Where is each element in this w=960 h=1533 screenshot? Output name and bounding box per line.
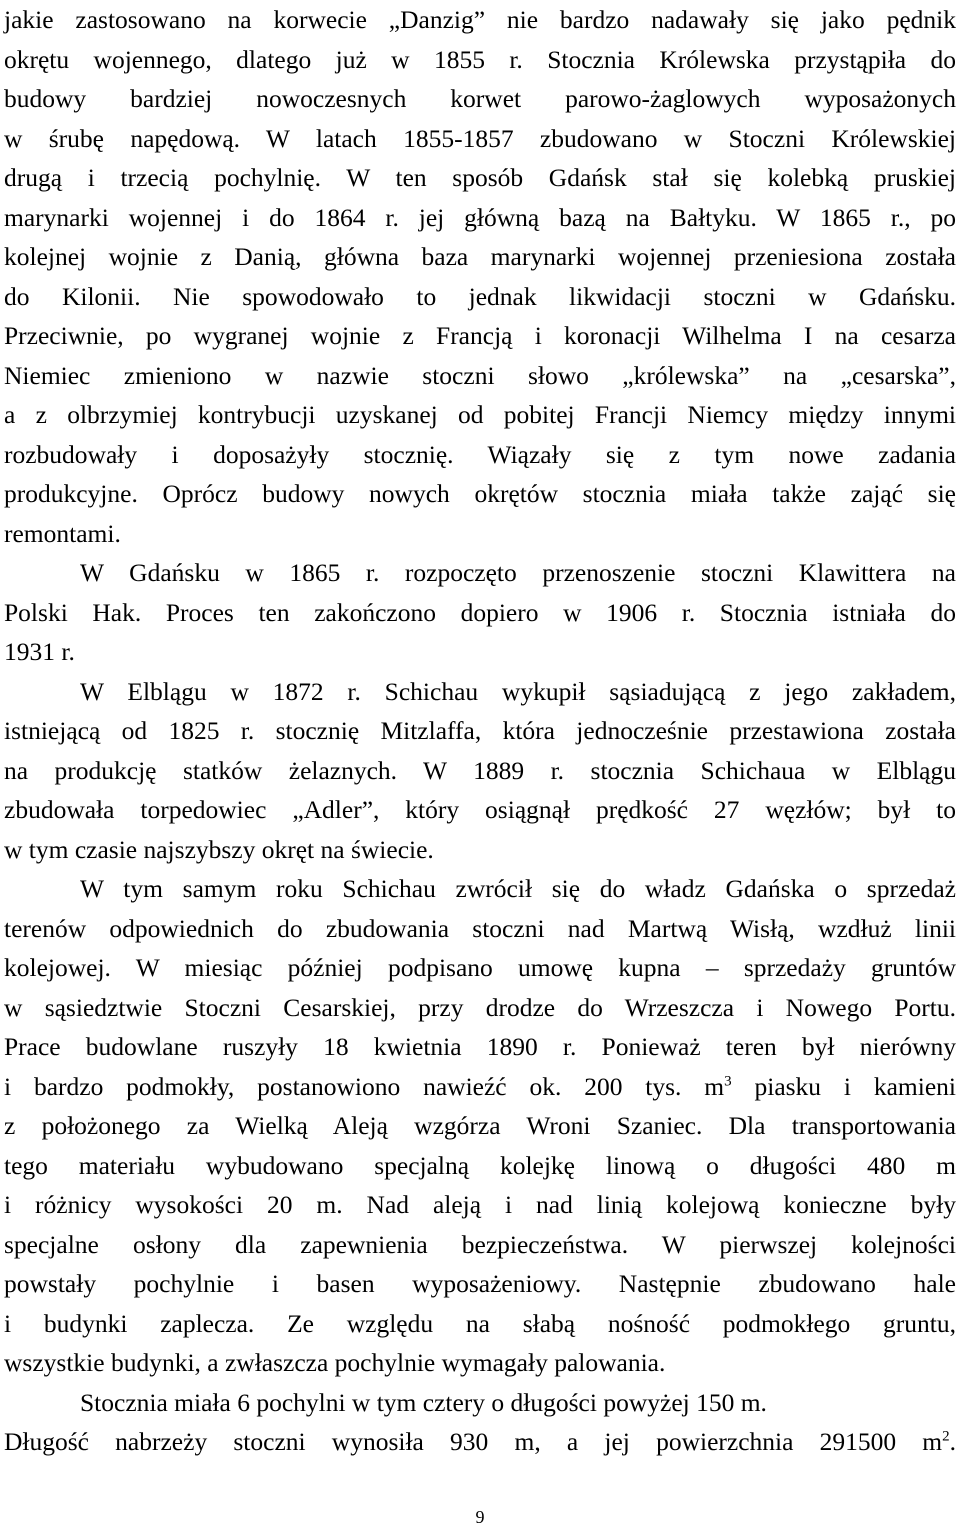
text-line: wszystkie budynki, a zwłaszcza pochylnie wymagały palowania. <box>4 1348 666 1377</box>
text-line: remontami. <box>4 518 121 548</box>
paragraph-first-line: W Elblągu w 1872 r. Schichau wykupił sąsiadującą z jego zakładem, <box>80 676 956 706</box>
text-line: kolejnej wojnie z Danią, główna baza marynarki wojennej przeniesiona została <box>4 242 956 271</box>
text-line: powstały pochylnie i basen wyposażeniowy. Następnie zbudowano hale <box>4 1269 956 1298</box>
superscript: 3 <box>724 1073 732 1089</box>
text-line: jakie zastosowano na korwecie „Danzig” nie bardzo nadawały się jako pędnik <box>4 5 956 34</box>
text-line: Polski Hak. Proces ten zakończono dopiero w 1906 r. Stocznia istniała do <box>4 597 956 627</box>
text-line: Niemiec zmieniono w nazwie stoczni słowo „królewska” na „cesarska”, <box>4 360 956 390</box>
text-line: w sąsiedztwie Stoczni Cesarskiej, przy drodze do Wrzeszcza i Nowego Portu. <box>4 992 956 1022</box>
text-line: okrętu wojennego, dlatego już w 1855 r. Stocznia Królewska przystąpiła do <box>4 44 956 74</box>
text-segment: . <box>949 1427 956 1456</box>
superscript: 2 <box>942 1428 950 1445</box>
text-line: 1931 r. <box>4 637 75 666</box>
text-line: produkcyjne. Oprócz budowy nowych okrętów stocznia miała także zająć się <box>4 479 956 508</box>
text-line: i budynki zaplecza. Ze względu na słabą nośność podmokłego gruntu, <box>4 1308 956 1338</box>
text-line: terenów odpowiednich do zbudowania stoczni nad Martwą Wisłą, wzdłuż linii <box>4 913 956 943</box>
text-line: specjalne osłony dla zapewnienia bezpieczeństwa. W pierwszej kolejności <box>4 1229 956 1259</box>
text-line: a z olbrzymiej kontrybucji uzyskanej od pobitej Francji Niemcy między innymi <box>4 400 956 429</box>
text-segment: Długość nabrzeży stoczni wynosiła 930 m, a jej powierzchnia 291500 m <box>4 1427 943 1456</box>
text-segment: piasku i kamieni <box>731 1071 956 1101</box>
text-line: w tym czasie najszybszy okręt na świecie. <box>4 834 434 864</box>
text-line: i różnicy wysokości 20 m. Nad aleją i nad linią kolejową konieczne były <box>4 1190 956 1219</box>
text-line: marynarki wojennej i do 1864 r. jej główną bazą na Bałtyku. W 1865 r., po <box>4 202 956 232</box>
text-line: tego materiału wybudowano specjalną kolejkę linową o długości 480 m <box>4 1150 956 1180</box>
text-line: Przeciwnie, po wygranej wojnie z Francją i koronacji Wilhelma I na cesarza <box>4 321 956 350</box>
paragraph-first-line: Stocznia miała 6 pochylni w tym cztery o długości powyżej 150 m. <box>80 1387 767 1417</box>
text-line: rozbudowały i doposażyły stocznię. Wiązały się z tym nowe zadania <box>4 439 956 469</box>
paragraph-first-line: W tym samym roku Schichau zwrócił się do władz Gdańska o sprzedaż <box>80 874 956 903</box>
text-line: kolejowej. W miesiąc później podpisano umowę kupna – sprzedaży gruntów <box>4 953 956 982</box>
text-line <box>4 1067 956 1107</box>
text-line: drugą i trzecią pochylnię. W ten sposób Gdańsk stał się kolebką pruskiej <box>4 163 956 192</box>
text-segment: i bardzo podmokły, postanowiono nawieźć ok. 200 tys. m <box>4 1071 725 1101</box>
paragraph-first-line: W Gdańsku w 1865 r. rozpoczęto przenoszenie stoczni Klawittera na <box>80 558 956 587</box>
text-line: z położonego za Wielką Aleją wzgórza Wroni Szaniec. Dla transportowania <box>4 1111 956 1140</box>
text-line: istniejącą od 1825 r. stocznię Mitzlaffa, która jednocześnie przestawiona została <box>4 716 956 745</box>
text-line: Prace budowlane ruszyły 18 kwietnia 1890 r. Ponieważ teren był nierówny <box>4 1032 956 1061</box>
text-line: zbudowała torpedowiec „Adler”, który osiągnął prędkość 27 węzłów; był to <box>4 795 956 824</box>
text-line: budowy bardziej nowoczesnych korwet parowo-żaglowych wyposażonych <box>4 84 956 113</box>
text-line: do Kilonii. Nie spowodowało to jednak likwidacji stoczni w Gdańsku. <box>4 281 956 311</box>
text-line <box>4 1422 956 1462</box>
page-number: 9 <box>475 1507 485 1527</box>
text-line: na produkcję statków żelaznych. W 1889 r. stocznia Schichaua w Elblągu <box>4 755 956 785</box>
text-line: w śrubę napędową. W latach 1855-1857 zbudowano w Stoczni Królewskiej <box>4 123 956 153</box>
